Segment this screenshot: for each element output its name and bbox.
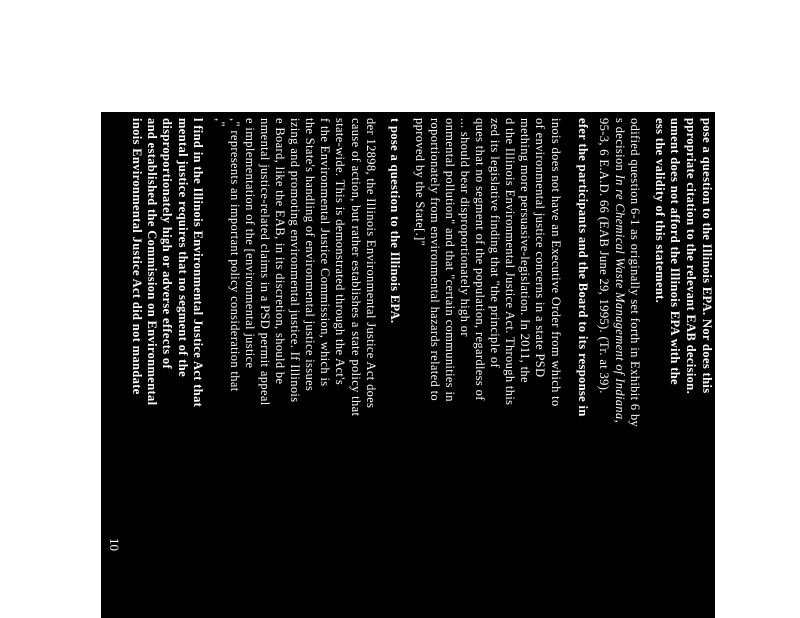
text-line: inois Environmental Justice Act did not mandate (130, 118, 144, 395)
text-line: ," represents an important policy consideration that (228, 118, 242, 392)
text-line: roportionately from environmental hazards related to (428, 118, 442, 402)
text-line: mental justice requires that no segment of the (176, 118, 190, 378)
text-line: d the Illinois Environmental Justice Act. Through this (503, 118, 517, 406)
text-line: onmental pollution" and that "certain communities in (443, 118, 457, 402)
text-line: izing and promoting environmental justice. If Illinois (288, 118, 302, 403)
text-line: l find in the Illinois Environmental Justice Act that (191, 118, 205, 408)
text-line: mething more persuasive-legislation. In 2011, the (518, 118, 532, 383)
page-number: 10 (107, 538, 122, 551)
text-line: zed its legislative finding that "the principle of (488, 118, 502, 368)
text-line: f the Environmental Justice Commission, which is (318, 118, 332, 387)
text-line: and established the Commission on Environmental (145, 118, 159, 406)
text-line: 95-3, 6 E.A.D. 66 (EAB June 29, 1995). (Tr. at 39). (597, 118, 611, 394)
document-page (101, 112, 715, 618)
text-line: der 12898, the Illinois Environmental Justice Act does (364, 118, 378, 409)
text-line: pproved by the State[.]" (413, 118, 427, 247)
text-line: cause of action, but rather establishes a state policy that (349, 118, 363, 417)
text-line (613, 118, 627, 423)
text-line: the State's handling of environmental justice issues (303, 118, 317, 392)
scanned-page (101, 112, 715, 618)
text-line: ess the validity of this statement. (653, 118, 667, 304)
case-citation: In re Chemical Waste Management of Indiana, (613, 174, 627, 424)
text-line: odified question 6-1 as originally set forth in Exhibit 6 by (628, 118, 642, 428)
text-line: inois does not have an Executive Order from which to (549, 118, 563, 407)
text-line: ... should bear disproportionately high or (458, 118, 472, 337)
text-line: efer the participants and the Board to its response in (576, 118, 590, 417)
text-line: ques that no segment of the population, regardless of (473, 118, 487, 401)
text-line: t pose a question to the Illinois EPA. (388, 118, 402, 324)
text-line: e Board, like the EAB, in its discretion, should be (273, 118, 287, 385)
text-line: ppropriate citation to the relevant EAB decision. (684, 118, 698, 395)
text-line: ," (213, 118, 227, 127)
text-line: disproportionately high or adverse effects of (160, 118, 174, 370)
text-line: of environmental justice concerns in a state PSD (533, 118, 547, 378)
text-run: s decision (613, 118, 627, 175)
text-line: ument does not afford the Illinois EPA with the (668, 118, 682, 385)
text-line: e implementation of the [environmental justice (243, 118, 257, 369)
text-line: nmental justice-related claims in a PSD permit appeal (258, 118, 272, 406)
text-line: state-wide. This is demonstrated through the Act's (333, 118, 347, 386)
text-line: pose a question to the Illinois EPA. Nor does this (700, 118, 714, 394)
